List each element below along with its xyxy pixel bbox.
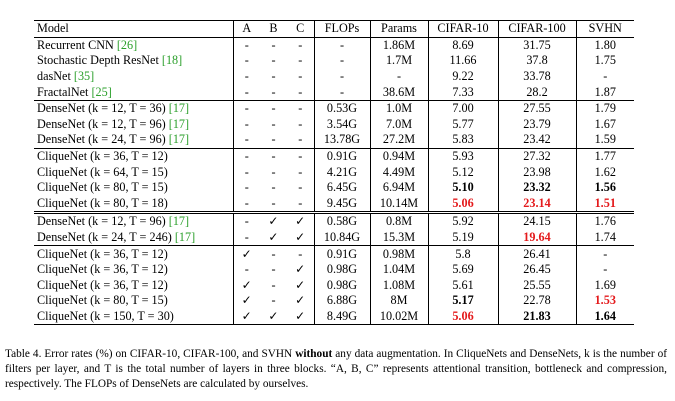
table-row (34, 309, 634, 325)
cell-model (34, 164, 233, 180)
col-cifar100: 26.41 (498, 246, 576, 262)
model-name: CliqueNet (k = 36, T = 12) (37, 277, 168, 292)
col-flops: - (314, 53, 370, 69)
col-flops: 10.84G (314, 230, 370, 246)
cell-model (34, 117, 233, 133)
col-b: - (271, 164, 276, 179)
col-flops: 0.91G (314, 246, 370, 262)
col-cifar10: 7.00 (428, 100, 498, 116)
col-cifar100: 22.78 (498, 293, 576, 309)
col-params: - (370, 69, 428, 85)
citation-ref: [17] (168, 214, 190, 229)
col-flops: 4.21G (314, 164, 370, 180)
table-row (34, 84, 634, 100)
col-svhn: - (603, 262, 608, 277)
col-cifar10: 5.06 (428, 196, 498, 213)
col-a: - (244, 37, 249, 52)
col-cifar100: 26.45 (498, 262, 576, 278)
col-c: ✓ (287, 262, 314, 278)
model-name: CliqueNet (k = 64, T = 15) (37, 164, 168, 179)
col-a: - (244, 164, 249, 179)
col-a: - (233, 148, 260, 164)
col-cifar10: 5.77 (428, 117, 498, 133)
col-cifar10: 5.17 (428, 293, 498, 309)
citation-ref: [17] (168, 132, 190, 147)
col-cifar10: 5.92 (428, 213, 498, 230)
col-c: - (287, 180, 314, 196)
cell-model (34, 37, 233, 53)
col-b: - (271, 84, 276, 99)
model-name: CliqueNet (k = 80, T = 15) (37, 293, 168, 308)
model-name: DenseNet (k = 12, T = 96) (37, 116, 166, 131)
cell-model (34, 230, 233, 246)
col-cifar100: 28.2 (498, 84, 576, 100)
col-cifar10: 5.12 (428, 164, 498, 180)
col-a: - (244, 230, 249, 245)
col-a: - (244, 262, 249, 277)
col-cifar100: 25.55 (498, 278, 576, 294)
cell-model (34, 69, 233, 85)
col-svhn: 1.59 (594, 132, 616, 147)
model-name: CliqueNet (k = 80, T = 15) (37, 180, 168, 195)
col-svhn: 1.79 (576, 100, 634, 116)
col-params: 1.04M (370, 262, 428, 278)
header-cifar10: CIFAR-10 (428, 21, 498, 38)
table-row (34, 164, 634, 180)
cell-model (34, 100, 233, 116)
col-flops: - (314, 84, 370, 100)
col-cifar10: 5.61 (428, 278, 498, 294)
model-name: DenseNet (k = 12, T = 96) (37, 214, 166, 229)
col-svhn: 1.56 (594, 180, 616, 195)
col-b: ✓ (260, 309, 287, 325)
model-name: DenseNet (k = 24, T = 246) (37, 230, 172, 245)
col-b: - (271, 195, 276, 210)
col-cifar100: 23.98 (498, 164, 576, 180)
col-svhn: 1.80 (594, 37, 616, 52)
col-b: - (271, 132, 276, 147)
col-flops: 0.53G (314, 100, 370, 116)
col-cifar100: 21.83 (498, 309, 576, 325)
col-a: ✓ (241, 277, 252, 292)
cell-model (34, 84, 233, 100)
col-cifar100: 24.15 (498, 213, 576, 230)
col-c: ✓ (287, 278, 314, 294)
col-params: 15.3M (370, 230, 428, 246)
col-a: ✓ (241, 293, 252, 308)
col-cifar100: 31.75 (498, 37, 576, 53)
col-b: - (271, 293, 276, 308)
cell-model (34, 309, 233, 325)
table-body (34, 37, 634, 325)
model-name: dasNet (37, 69, 71, 84)
col-params: 7.0M (370, 117, 428, 133)
col-params: 10.02M (370, 309, 428, 325)
col-cifar10: 5.06 (428, 309, 498, 325)
col-c: - (287, 84, 314, 100)
caption-part2: any data augmentation. In CliqueNets and DenseNets, k is the number of filters per layer, and T is the total number of layers in three blocks. “A, B, C” represents attentional transition, bottleneck and compression, respectively. The FLOPs of DenseNets are calculated by ourselves. (5, 348, 668, 390)
col-b: - (260, 246, 287, 262)
col-c: - (287, 100, 314, 116)
col-flops: 0.98G (314, 278, 370, 294)
table-row (34, 196, 634, 213)
col-c: - (287, 132, 314, 148)
col-svhn: - (576, 246, 634, 262)
cell-model (34, 196, 233, 213)
col-flops: 8.49G (314, 309, 370, 325)
col-cifar100: 23.32 (498, 180, 576, 196)
col-flops: 6.88G (314, 293, 370, 309)
table-row (34, 53, 634, 69)
cell-model (34, 53, 233, 69)
table-row (34, 230, 634, 246)
header-params: Params (370, 21, 428, 38)
col-cifar100: 23.14 (498, 196, 576, 213)
citation-ref: [18] (161, 53, 183, 68)
model-name: Recurrent CNN (37, 37, 114, 52)
table-header-row (34, 21, 634, 38)
citation-ref: [25] (91, 84, 112, 99)
col-b: ✓ (268, 230, 279, 245)
citation-ref: [17] (174, 230, 196, 245)
model-name: CliqueNet (k = 150, T = 30) (37, 308, 174, 323)
col-b: ✓ (260, 213, 287, 230)
col-svhn: 1.62 (594, 164, 616, 179)
header-flops: FLOPs (314, 21, 370, 38)
col-svhn: 1.69 (594, 277, 616, 292)
col-a: - (244, 69, 249, 84)
col-params: 1.0M (370, 100, 428, 116)
col-a: - (233, 100, 260, 116)
table-row (34, 37, 634, 53)
header-b: B (260, 21, 287, 38)
col-svhn: 1.76 (576, 213, 634, 230)
col-c: - (287, 148, 314, 164)
col-c: - (287, 196, 314, 213)
col-params: 1.7M (370, 53, 428, 69)
col-c: - (287, 69, 314, 85)
col-svhn: - (603, 69, 608, 84)
cell-model (34, 180, 233, 196)
col-params: 6.94M (370, 180, 428, 196)
col-svhn: 1.53 (594, 293, 616, 308)
results-table (34, 20, 634, 325)
col-c: - (287, 37, 314, 53)
cell-model (34, 293, 233, 309)
cell-model (34, 213, 233, 230)
citation-ref: [17] (168, 116, 190, 131)
col-cifar100: 27.55 (498, 100, 576, 116)
col-cifar10: 9.22 (428, 69, 498, 85)
col-flops: 3.54G (314, 117, 370, 133)
col-c: ✓ (287, 293, 314, 309)
col-a: ✓ (233, 246, 260, 262)
table-row (34, 148, 634, 164)
col-cifar10: 5.10 (428, 180, 498, 196)
cell-model (34, 278, 233, 294)
model-name: DenseNet (k = 12, T = 36) (37, 101, 166, 116)
col-flops: 0.98G (314, 262, 370, 278)
col-cifar100: 37.8 (498, 53, 576, 69)
col-cifar100: 23.79 (498, 117, 576, 133)
col-b: - (271, 116, 276, 131)
model-name: FractalNet (37, 84, 89, 99)
model-name: DenseNet (k = 24, T = 96) (37, 132, 166, 147)
cell-model (34, 148, 233, 164)
col-cifar100: 27.32 (498, 148, 576, 164)
col-params: 1.86M (370, 37, 428, 53)
col-cifar100: 23.42 (498, 132, 576, 148)
cell-model (34, 262, 233, 278)
col-cifar10: 5.19 (428, 230, 498, 246)
col-svhn: 1.87 (594, 84, 616, 99)
col-cifar10: 7.33 (428, 84, 498, 100)
col-svhn: 1.75 (594, 53, 616, 68)
col-params: 0.94M (370, 148, 428, 164)
table-row (34, 100, 634, 116)
col-a: - (244, 53, 249, 68)
col-svhn: 1.74 (594, 230, 616, 245)
col-cifar10: 5.69 (428, 262, 498, 278)
col-a: - (244, 116, 249, 131)
citation-ref: [26] (116, 37, 138, 52)
table-row (34, 213, 634, 230)
col-params: 10.14M (370, 196, 428, 213)
col-b: - (271, 53, 276, 68)
col-b: - (271, 277, 276, 292)
col-params: 1.08M (370, 278, 428, 294)
caption-bold: without (295, 348, 333, 360)
cell-model (34, 132, 233, 148)
col-svhn: 1.51 (594, 195, 616, 210)
col-flops: 9.45G (314, 196, 370, 213)
col-cifar100: 33.78 (498, 69, 576, 85)
col-cifar10: 8.69 (428, 37, 498, 53)
col-cifar10: 5.83 (428, 132, 498, 148)
header-svhn: SVHN (576, 21, 634, 38)
col-b: - (260, 148, 287, 164)
col-c: ✓ (287, 309, 314, 325)
col-params: 8M (370, 293, 428, 309)
col-b: - (260, 100, 287, 116)
col-flops: - (314, 37, 370, 53)
col-a: - (244, 132, 249, 147)
header-a: A (233, 21, 260, 38)
model-name: CliqueNet (k = 36, T = 12) (37, 262, 168, 277)
col-flops: 0.58G (314, 213, 370, 230)
col-cifar100: 19.64 (498, 230, 576, 246)
table-row (34, 278, 634, 294)
col-b: - (271, 69, 276, 84)
model-name: CliqueNet (k = 36, T = 12) (37, 149, 168, 164)
model-name: CliqueNet (k = 36, T = 12) (37, 246, 168, 261)
col-b: - (271, 180, 276, 195)
col-c: ✓ (287, 230, 314, 246)
header-c: C (287, 21, 314, 38)
col-flops: - (314, 69, 370, 85)
col-params: 27.2M (370, 132, 428, 148)
col-svhn: 1.77 (576, 148, 634, 164)
col-c: - (287, 117, 314, 133)
table-row (34, 262, 634, 278)
col-b: - (271, 262, 276, 277)
table-row (34, 69, 634, 85)
results-table-container (34, 20, 634, 325)
table-row (34, 246, 634, 262)
col-cifar10: 11.66 (428, 53, 498, 69)
col-a: - (244, 84, 249, 99)
col-flops: 6.45G (314, 180, 370, 196)
col-a: ✓ (233, 309, 260, 325)
table-row (34, 293, 634, 309)
model-name: CliqueNet (k = 80, T = 18) (37, 195, 168, 210)
col-a: - (244, 180, 249, 195)
citation-ref: [35] (73, 69, 95, 84)
caption-part1: Table 4. Error rates (%) on CIFAR-10, CIFAR-100, and SVHN (5, 348, 293, 360)
col-c: - (287, 164, 314, 180)
col-cifar10: 5.8 (428, 246, 498, 262)
table-caption (5, 347, 667, 392)
col-flops: 0.91G (314, 148, 370, 164)
col-a: - (233, 213, 260, 230)
model-name: Stochastic Depth ResNet (37, 53, 159, 68)
col-c: - (287, 246, 314, 262)
table-row (34, 117, 634, 133)
col-b: - (271, 37, 276, 52)
header-model: Model (34, 21, 233, 38)
col-c: ✓ (287, 213, 314, 230)
col-params: 4.49M (370, 164, 428, 180)
table-row (34, 180, 634, 196)
header-cifar100: CIFAR-100 (498, 21, 576, 38)
col-params: 0.98M (370, 246, 428, 262)
col-a: - (244, 195, 249, 210)
cell-model (34, 246, 233, 262)
col-params: 38.6M (370, 84, 428, 100)
col-svhn: 1.64 (576, 309, 634, 325)
col-cifar10: 5.93 (428, 148, 498, 164)
col-svhn: 1.67 (594, 116, 616, 131)
citation-ref: [17] (168, 101, 190, 116)
col-params: 0.8M (370, 213, 428, 230)
col-c: - (287, 53, 314, 69)
table-row (34, 132, 634, 148)
col-flops: 13.78G (314, 132, 370, 148)
